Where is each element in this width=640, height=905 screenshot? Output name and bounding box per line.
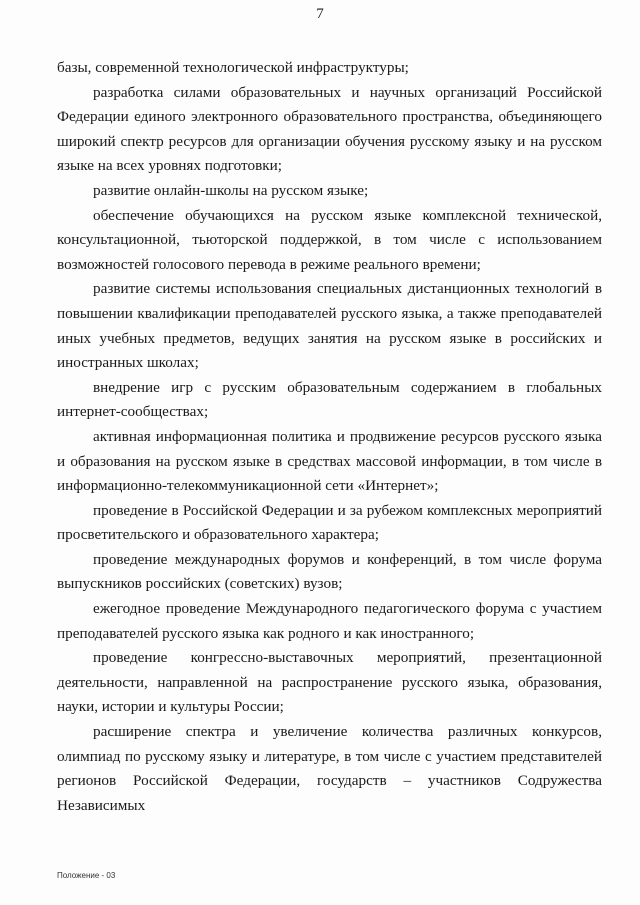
paragraph-online-school: развитие онлайн-школы на русском языке; (93, 181, 369, 199)
paragraph-exhibitions: проведение конгрессно-выставочных мероприятий, презентационной деятельности, направленной на распространение русского языка, образования, науки, истории и культуры России; (57, 649, 602, 716)
paragraph-tutor-support: обеспечение обучающихся на русском языке комплексной технической, консультационной, тьюторской поддержкой, в том числе с использованием возможностей голосового перевода в режиме реального времени; (57, 206, 602, 273)
paragraph-electronic-space: разработка силами образовательных и научных организаций Российской Федерации единого электронного образовательного пространства, объединяющего широкий спектр ресурсов для организации обучения русскому языку и на русском языке на всех уровнях подготовки; (57, 83, 602, 175)
paragraph-distance-technologies: развитие системы использования специальных дистанционных технологий в повышении квалификации преподавателей русского языка, а также преподавателей иных учебных предметов, ведущих занятия на русском языке в российских и иностранных школах; (57, 280, 602, 372)
paragraph-complex-events: проведение в Российской Федерации и за рубежом комплексных мероприятий просветительского и образовательного характера; (57, 501, 602, 544)
paragraph-contests: расширение спектра и увеличение количества различных конкурсов, олимпиад по русскому языку и литературе, в том числе с участием представителей регионов Российской Федерации, государств – участников Содружества Независимых (57, 723, 602, 814)
footer-label: Положение - 03 (57, 871, 116, 880)
paragraph-pedagogical-forum: ежегодное проведение Международного педагогического форума с участием преподавателей русского языка как родного и как иностранного; (57, 600, 602, 642)
paragraph-infrastructure: базы, современной технологической инфраструктуры; (57, 59, 409, 76)
page-number: 7 (316, 6, 324, 22)
paragraph-international-forums: проведение международных форумов и конференций, в том числе форума выпускников российских (советских) вузов; (57, 550, 602, 593)
paragraph-games: внедрение игр с русским образовательным содержанием в глобальных интернет-сообществах; (57, 378, 602, 421)
paragraph-information-policy: активная информационная политика и продвижение ресурсов русского языка и образования на русском языке в средствах массовой информации, в том числе в информационно-телекоммуникационной сети «Интернет»; (57, 427, 602, 495)
body-text (57, 56, 602, 818)
